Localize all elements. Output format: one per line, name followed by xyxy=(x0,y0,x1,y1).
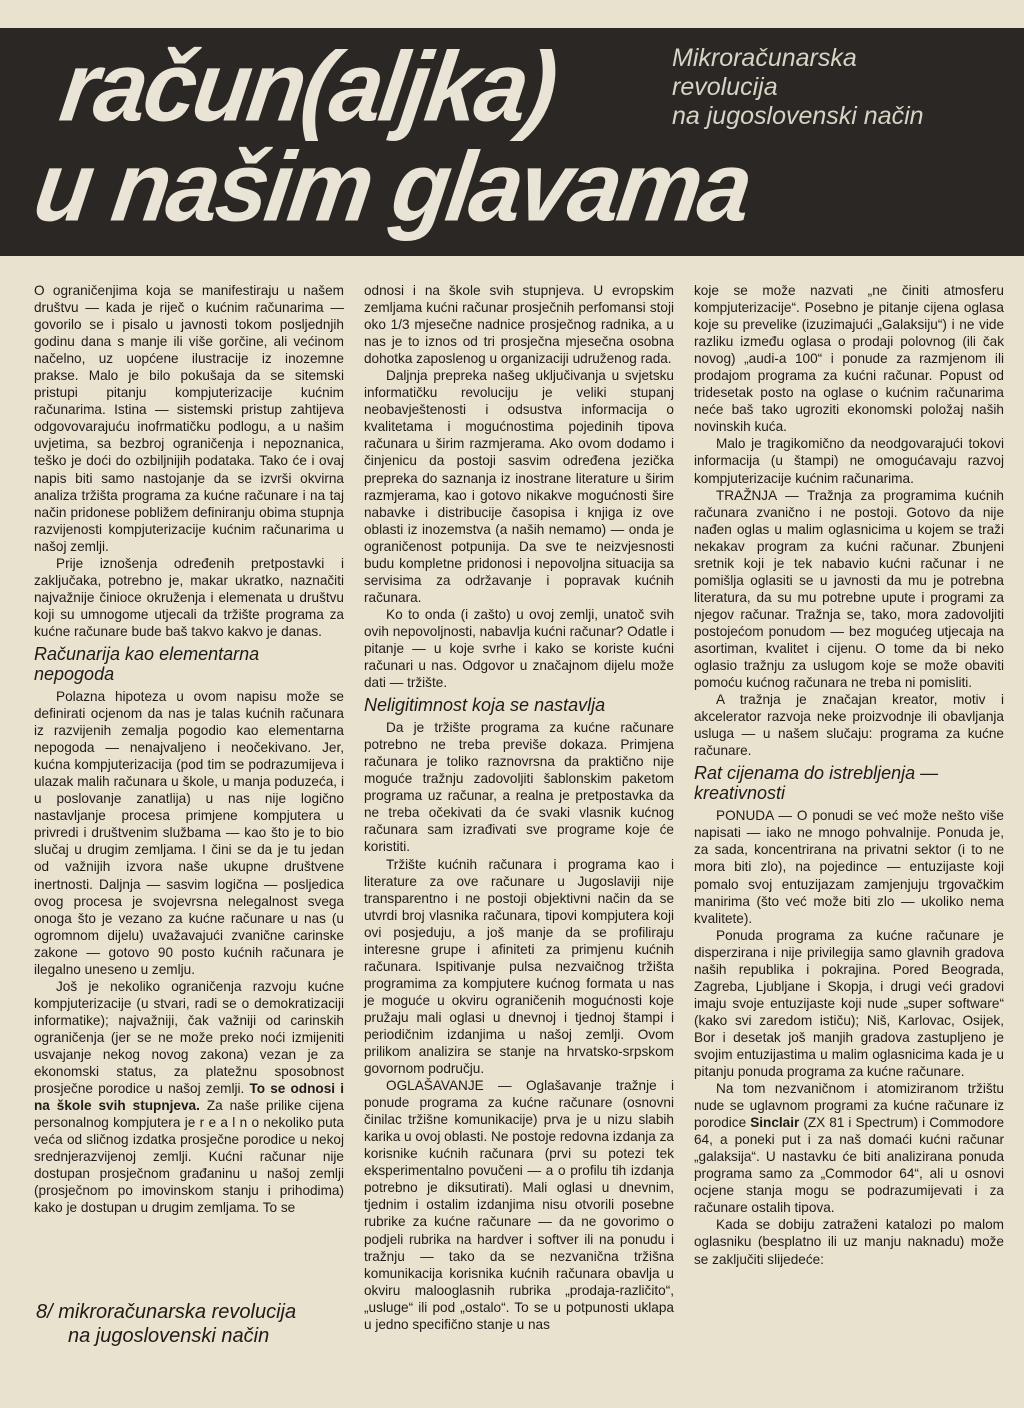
subtitle-line-3: na jugoslovenski način xyxy=(672,102,924,130)
subtitle-line-1: Mikroračunarska xyxy=(672,44,857,72)
paragraph: Da je tržište programa za kućne računare potrebno ne treba previše dokaza. Primjena računara je toliko raznovrsna da praktično nije moguće tražnju zadovoljiti šablonskim paketom programa uz računar, a realna je pretpostavka da ne treba očekivati da će svaki vlasnik kućnog računara sam izrađivati sve programe koje će koristiti. xyxy=(364,720,674,855)
section-heading: Računarija kao elementarna nepogoda xyxy=(34,643,260,684)
paragraph: A tražnja je značajan kreator, motiv i akcelerator razvoja neke proizvodnje ili obavljanja usluga — u našem slučaju: programa za kućne računare. xyxy=(694,692,1004,759)
article-column-2 xyxy=(364,282,674,1333)
paragraph xyxy=(694,1080,1004,1216)
paragraph: TRAŽNJA — Tražnja za programima kućnih računara zvanično i ne postoji. Gotovo da nije nađen oglas u malim oglasnicima u kojem se traži nekakav program za kućni računar. Zbunjeni sretnik koji je tek nabavio kućni računar i ne pomišlja oglasiti se u javnosti da mu je potrebna literatura, da su mu potrebne upute i programi za njegov računar. Tražnja se, tako, mora zadovoljiti postojećom ponudom — bez mogućeg utjecaja na asortiman, kvalitet i cijenu. O tome da bi neko oglasio tražnju za uslugom koje se može obaviti pomoću kućnog računara ne treba ni pomisliti. xyxy=(694,487,1004,691)
paragraph: koje se može nazvati „ne činiti atmosferu kompjuterizacije“. Posebno je pitanje cijena oglasa koje su prevelike (izuzimajući „Galaksiju“) i ne vide razliku između oglasa o prodaji polovnog (ili čak novog) „audi-a 100“ i ponude za razmjenom ili prodajom programa za kućni računar. Popust od tridesetak posto na oglase o kućnim računarima neće baš tako ugroziti ekonomski položaj naših novinskih kuća. xyxy=(694,283,1004,435)
footer-line-2: na jugoslovenski način xyxy=(68,1325,270,1347)
footer-line-1: 8/ mikroračunarska revolucija xyxy=(36,1301,297,1323)
text-run: (ZX 81 i Spectrum) i Commodore 64, a poneki put i za naš domaći kućni računar „galaksija“. U nastavku će biti analizirana ponuda programa samo za „Commodor 64“, ali u osnovi ocjene stanja mogu se podrazumijevati i za računare ostalih tipova. xyxy=(694,1115,1005,1216)
paragraph: Ponuda programa za kućne računare je disperzirana i nije privilegija samo glavnih gradova naših republika i pokrajina. Pored Beograda, Zagreba, Ljubljane i Skopja, i drugi veći gradovi imaju svoje entuzijaste koji nude „super software“ (kako svi zaredom ističu); Niš, Karlovac, Osijek, Bor i desetak još manjih gradova zastupljeno je svojim entuzijastima u malim oglasnicima kada je u pitanju ponuda programa za kućne računare. xyxy=(694,927,1004,1080)
article-column-1 xyxy=(34,282,344,1216)
bold-text-run: To se odnosi i na škole svih stupnjeva. xyxy=(34,1081,344,1114)
subtitle-line-2: revolucija xyxy=(672,73,778,101)
title-line-1: račun(aljka) xyxy=(54,31,562,142)
title-line-2: u našim glavama xyxy=(28,131,757,242)
paragraph: odnosi i na škole svih stupnjeva. U evropskim zemljama kućni računar prosječnih perfomansi stoji oko 1/3 mjesečne nadnice prosječnog radnika, a u nas je to iznos od tri prosječna mjesečna osobna dohotka zaposlenog u organizaciji udruženog rada. xyxy=(364,283,674,367)
paragraph: Polazna hipoteza u ovom napisu može se definirati ocjenom da nas je talas kućnih računara iz razvijenih zemalja pogodio kao elementarna nepogoda — nenajvaljeno i neočekivano. Jer, kućna kompjuterizacija (pod tim se podrazumijeva i ulazak malih računara u škole, u manja poduzeća, i u poslovanje zanatlija) u nas nije logično nastavljanje procesa primjene kompjutera u privredi i društvenim službama — kao što je to bio slučaj u drugim zemljama. I čini se da je tu jedan od važnijih izvora naše ukupne društvene inertnosti. Daljnja — sasvim logična — posljedica ovog procesa je svojevrsna nelegalnost svega onoga što je vezano za kućne računare u nas (u ogromnom dijelu) uvažavajući zvanične carinske zakone — gotovo 90 posto kućnih računara je ilegalno uneseno u zemlju. xyxy=(34,688,344,977)
page-footer xyxy=(36,1300,296,1348)
text-run: Na tom nezvaničnom i atomiziranom tržištu nude se uglavnom programi za kućne računare iz porodice xyxy=(694,1081,1004,1131)
section-heading: Rat cijenama do istrebljenja — kreativnosti xyxy=(694,763,939,804)
text-run: Za naše prilike cijena personalnog kompjutera je r e a l n o nekoliko puta veća od sličnog izdatka prosječne porodice u nekoj srednjerazvijenoj zemlji. Kućni računar nije dostupan prosječnom građaninu u našoj zemlji (prosječnom po imovinskom stanju i prihodima) kako je dostupan u drugim zemljama. To se xyxy=(34,1098,344,1216)
paragraph: Malo je tragikomično da neodgovarajući tokovi informacija (u štampi) ne omogućavaju razvoj kompjuterizacije kućnim računarima. xyxy=(694,436,1004,486)
article-column-3 xyxy=(694,282,1004,1268)
subtitle xyxy=(672,44,1012,131)
paragraph: Tržište kućnih računara i programa kao i literature za ove računare u Jugoslaviji nije transparentno i ne postoji objektivni način da se utvrdi broj vlasnika računara, tipovi kompjutera koji ovi posjeduju, a još manje da se profiliraju interesne grupe i afiniteti za primjenu kućnih računara. Ispitivanje pulsa nezvaičnog tržišta programima za kompjutere kućnog formata u nas je moguće u okviru ograničenih mogućnosti koje pružaju mali oglasi u dnevnoj i tjednoj štampi i periodičnim izdanjima u našoj zemlji. Ovom prilikom analizira se stanje na hrvatsko-srpskom govornom području. xyxy=(364,856,674,1077)
paragraph: Ko to onda (i zašto) u ovoj zemlji, unatoč svih ovih nepovoljnosti, nabavlja kućni računar? Odatle i pitanje — u koje svrhe i kako se koriste kućni računari u nas. Odgovor u značajnom dijelu može dati — tržište. xyxy=(364,606,674,691)
paragraph: Prije iznošenja određenih pretpostavki i zaključaka, potrebno je, makar ukratko, naznačiti najvažnije činioce okruženja i elemenata u društvu koji su umnogome utjecali da tržište programa za kućne računare bude baš takvo kakvo je danas. xyxy=(34,555,344,639)
paragraph: Kada se dobiju zatraženi katalozi po malom oglasniku (besplatno ili uz manju naknadu) može se zaključiti slijedeće: xyxy=(694,1217,1004,1267)
paragraph xyxy=(34,978,344,1217)
text-run: Još je nekoliko ograničenja razvoju kućne kompjuterizacije (u stvari, radi se o demokratizaciji informatike); najvažniji, čak važniji od carinskih ograničenja (jer se ne može preko noći izmijeniti usvajanje nekog novog zakona) vezan je za ekonomski status, za platežnu sposobnost prosječne porodice u našoj zemlji. xyxy=(34,978,344,1097)
paragraph: O ograničenjima koja se manifestiraju u našem društvu — kada je riječ o kućnim računarima — govorilo se i pisalo u javnosti tokom posljednjih godinu dana s manje ili više gorčine, ali većinom načelno, uz uopćene ilustracije iz inozemne prakse. Malo je bilo pokušaja da se sitemski pristupi pitanju kompjuterizacije kućnim računarima. Istina — sistemski pristup zahtijeva odgovovarajuću inofrmatičku podlogu, a u našim uvjetima, sa bezbroj ograničenja i nepoznanica, teško je doći do ozbiljnijih podataka. Tako će i ovaj napis biti samo nastojanje da se izvrši okvirna analiza tržišta programa za kućne računare i na taj način pridonese pobližem definiranju obima stupnja razvijenosti kompjuterizacije kućnim računarima u našoj zemlji. xyxy=(34,283,344,554)
paragraph: Daljnja prepreka našeg uključivanja u svjetsku informatičku revoluciju je veliki stupanj neobavještenosti i odsustva informacija o kvalitetama i mogućnostima pojedinih tipova računara u širim razmjerama. Ako ovom dodamo i činjenicu da postoji sasvim određena jezička prepreka do saznanja iz inostrane literature u širim razmjerama, kao i gotovo nikakve mogućnosti šire nabavke i distribucije časopisa i knjiga iz ove oblasti iz inozemstva (a naših nemamo) — onda je ograničenost potpunija. Da sve te neizvjesnosti budu kompletne pridonosi i nepovoljna situacija sa servisima za održavanje i popravak kućnih računara. xyxy=(364,368,674,605)
bold-text-run: Sinclair xyxy=(750,1115,800,1131)
paragraph: OGLAŠAVANJE — Oglašavanje tražnje i ponude programa za kućne računare (osnovni činilac tržišne komunikacije) prva je u nizu slabih karika u ovoj oblasti. Ne postoje redovna izdanja za korisnike kućnih računara (prvi su potezi tek eksperimentalno povučeni — a o profilu tih izdanja potrebno je diksutirati). Mali oglasi u dnevnim, tjednim i ostalim izdanjima nisu otvorili posebne rubrike za kućne računare — da ne govorimo o podjeli rubrika na hardver i softver ili na ponudu i tražnju — tako da se nezvanična tržišna komunikacija korisnika kućnih računara obavlja u okviru malooglasnih rubrika „prodaja-različito“, „usluge“ ili pod „ostalo“. To se u potpunosti uklapa u jedno specifično stanje u nas xyxy=(364,1078,674,1332)
section-heading: Neligitimnost koja se nastavlja xyxy=(364,695,606,716)
paragraph: PONUDA — O ponudi se već može nešto više napisati — iako ne mnogo pohvalnije. Ponuda je, za sada, koncentrirana na privatni sektor (i to ne mora biti zlo), na pojedince — entuzijaste koji pomalo svoj entuzijazam zamjenjuju trgovačkim manirima (što već može biti zlo — ukoliko nema kvalitete). xyxy=(694,808,1004,926)
